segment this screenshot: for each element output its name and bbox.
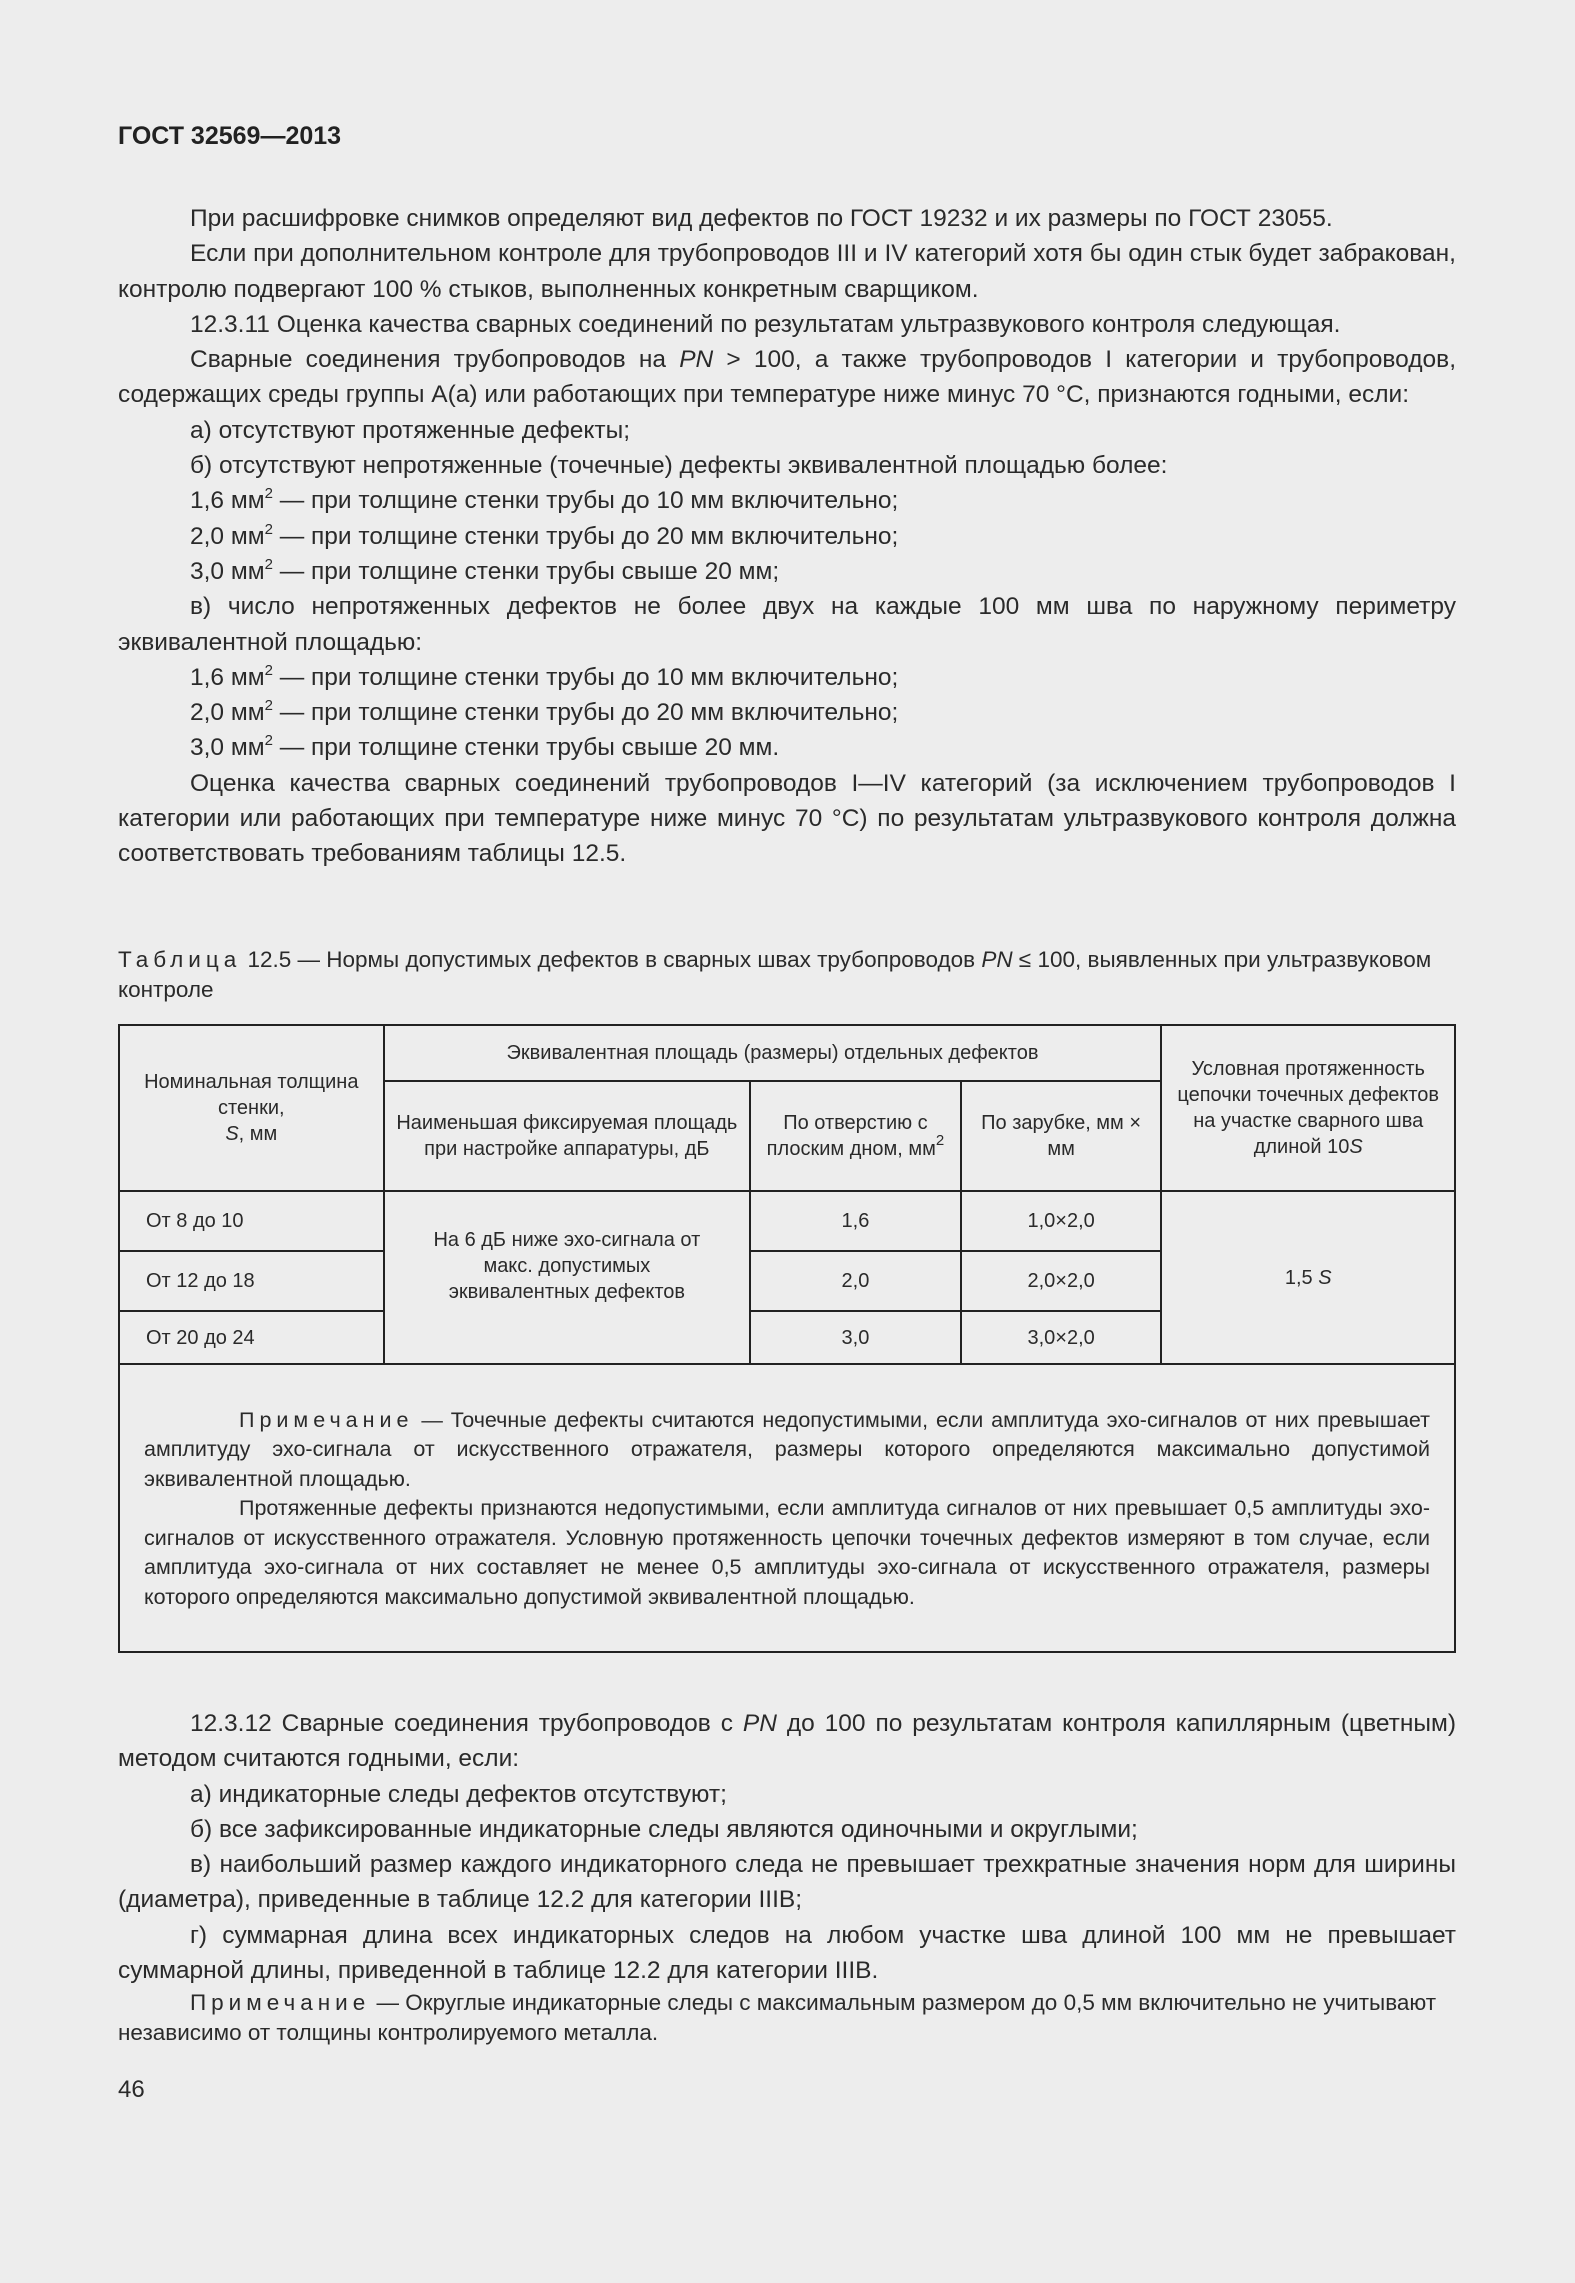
paragraph-table-reference: Оценка качества сварных соединений трубопроводов I—IV категорий (за исключением трубопроводов I категории или работающих при температуре ниже минус 70 °С) по результатам ультразвукового контроля должна соответствовать требованиям таблицы 12.5. bbox=[118, 769, 1456, 868]
item-b-1: 1,6 $мм^2$ — при толщине стенки трубы до 10 мм включительно; bbox=[190, 485, 899, 515]
item-v-3: 3,0 $мм^2$ — при толщине стенки трубы свыше 20 мм. bbox=[190, 732, 780, 762]
pn-symbol: PN bbox=[981, 947, 1013, 972]
header-equivalent-area: Эквивалентная площадь (размеры) отдельных дефектов bbox=[384, 1025, 1162, 1081]
defect-norms-table bbox=[118, 1024, 1456, 1653]
pn-symbol: PN bbox=[679, 346, 714, 374]
table-caption: Таблица 12.5 — Нормы допустимых дефектов в сварных швах трубопроводов PN ≤ 100, выявленных при ультразвуковом контроле bbox=[118, 947, 1432, 1002]
item-v: в) число непротяженных дефектов не более двух на каждые 100 мм шва по наружному периметру эквивалентной площадью: bbox=[118, 593, 1456, 656]
cell-hole: 1,6 bbox=[750, 1191, 961, 1251]
table-label: Таблица bbox=[118, 947, 242, 972]
table-header-row bbox=[119, 1025, 1455, 1081]
table-note bbox=[119, 1364, 1455, 1652]
body-text bbox=[118, 201, 1456, 872]
note-label: Примечание bbox=[239, 1407, 414, 1432]
cell-min-area: На 6 дБ ниже эхо-сигнала от макс. допустимых эквивалентных дефектов bbox=[384, 1191, 751, 1364]
post-item-g: г) суммарная длина всех индикаторных следов на любом участке шва длиной 100 мм не превышает суммарной длины, приведенной в таблице 12.2 для категории IIIВ. bbox=[118, 1921, 1456, 1985]
paragraph-additional-control: Если при дополнительном контроле для трубопроводов III и IV категорий хотя бы один стык будет забракован, контролю подвергают 100 % стыков, выполненных конкретным сварщиком. bbox=[118, 240, 1456, 303]
item-v-1: 1,6 $мм^2$ — при толщине стенки трубы до 10 мм включительно; bbox=[190, 661, 899, 691]
cell-notch: 3,0×2,0 bbox=[961, 1311, 1162, 1364]
item-v-2: 2,0 $мм^2$ — при толщине стенки трубы до 20 мм включительно; bbox=[190, 697, 899, 727]
post-item-a: а) индикаторные следы дефектов отсутствуют; bbox=[190, 1780, 727, 1808]
capillary-control-text bbox=[118, 1706, 1456, 1988]
header-min-area: Наименьшая фиксируемая площадь при настройке аппаратуры, дБ bbox=[384, 1081, 751, 1191]
paragraph-criteria: Сварные соединения трубопроводов на PN > 100, а также трубопроводов I категории и трубопроводов, содержащих среды группы А(а) или работающих при температуре ниже минус 70 °С, признаются годными, если: bbox=[118, 346, 1456, 409]
paragraph-radiography: При расшифровке снимков определяют вид дефектов по ГОСТ 19232 и их размеры по ГОСТ 23055. bbox=[190, 205, 1333, 232]
post-item-v: в) наибольший размер каждого индикаторного следа не превышает трехкратные значения норм для ширины (диаметра), приведенные в таблице 12.2 для категории IIIВ; bbox=[118, 1851, 1456, 1914]
item-b-2: 2,0 $мм^2$ — при толщине стенки трубы до 20 мм включительно; bbox=[190, 520, 899, 550]
cell-hole: 3,0 bbox=[750, 1311, 961, 1364]
note-label: Примечание bbox=[190, 1990, 371, 2015]
note-paragraph-1: Примечание — Точечные дефекты считаются недопустимыми, если амплитуда эхо-сигналов от них превышает амплитуду эхо-сигнала от искусственного отражателя, размеры которого определяются максимально допустимой эквивалентной площадью. bbox=[144, 1407, 1430, 1491]
header-chain-length: Условная протяженность цепочки точечных дефектов на участке сварного шва длиной 10S bbox=[1161, 1025, 1455, 1191]
paragraph-12-3-11: 12.3.11 Оценка качества сварных соединений по результатам ультразвукового контроля следующая. bbox=[190, 310, 1341, 338]
document-code: ГОСТ 32569—2013 bbox=[118, 122, 342, 150]
table-note-row bbox=[119, 1364, 1455, 1652]
cell-thickness: От 8 до 10 bbox=[119, 1191, 384, 1251]
item-b: б) отсутствуют непротяженные (точечные) дефекты эквивалентной площадью более: bbox=[190, 452, 1168, 480]
page-number: 46 bbox=[118, 2076, 145, 2103]
item-a: а) отсутствуют протяженные дефекты; bbox=[190, 416, 631, 444]
paragraph-12-3-12: 12.3.12 Сварные соединения трубопроводов с PN до 100 по результатам контроля капиллярным (цветным) методом считаются годными, если: bbox=[118, 1710, 1456, 1773]
cell-hole: 2,0 bbox=[750, 1251, 961, 1311]
pn-symbol: PN bbox=[742, 1710, 777, 1737]
note-paragraph-2: Протяженные дефекты признаются недопустимыми, если амплитуда сигналов от них превышает 0,5 амплитуды эхо-сигналов от искусственного отражателя. Условную протяженность цепочки точечных дефектов измеряют в том случае, если амплитуда эхо-сигнала от них составляет не менее 0,5 амплитуды эхо-сигнала от искусственного отражателя, размеры которого определяются максимально допустимой эквивалентной площадью. bbox=[144, 1496, 1430, 1609]
cell-notch: 2,0×2,0 bbox=[961, 1251, 1162, 1311]
header-notch: По зарубке, мм × мм bbox=[961, 1081, 1162, 1191]
header-thickness: Номинальная толщина стенки, S, мм bbox=[119, 1025, 384, 1191]
table-row bbox=[119, 1191, 1455, 1251]
cell-chain-length: 1,5 S bbox=[1161, 1191, 1455, 1364]
header-flat-hole: По отверстию с плоским дном, $мм^2$ bbox=[750, 1081, 961, 1191]
capillary-note: Примечание — Округлые индикаторные следы с максимальным размером до 0,5 мм включительно не учитывают независимо от толщины контролируемого металла. bbox=[118, 1990, 1437, 2045]
cell-thickness: От 12 до 18 bbox=[119, 1251, 384, 1311]
post-item-b: б) все зафиксированные индикаторные следы являются одиночными и округлыми; bbox=[190, 1815, 1138, 1843]
cell-notch: 1,0×2,0 bbox=[961, 1191, 1162, 1251]
item-b-3: 3,0 $мм^2$ — при толщине стенки трубы свыше 20 мм; bbox=[190, 555, 780, 585]
cell-thickness: От 20 до 24 bbox=[119, 1311, 384, 1364]
